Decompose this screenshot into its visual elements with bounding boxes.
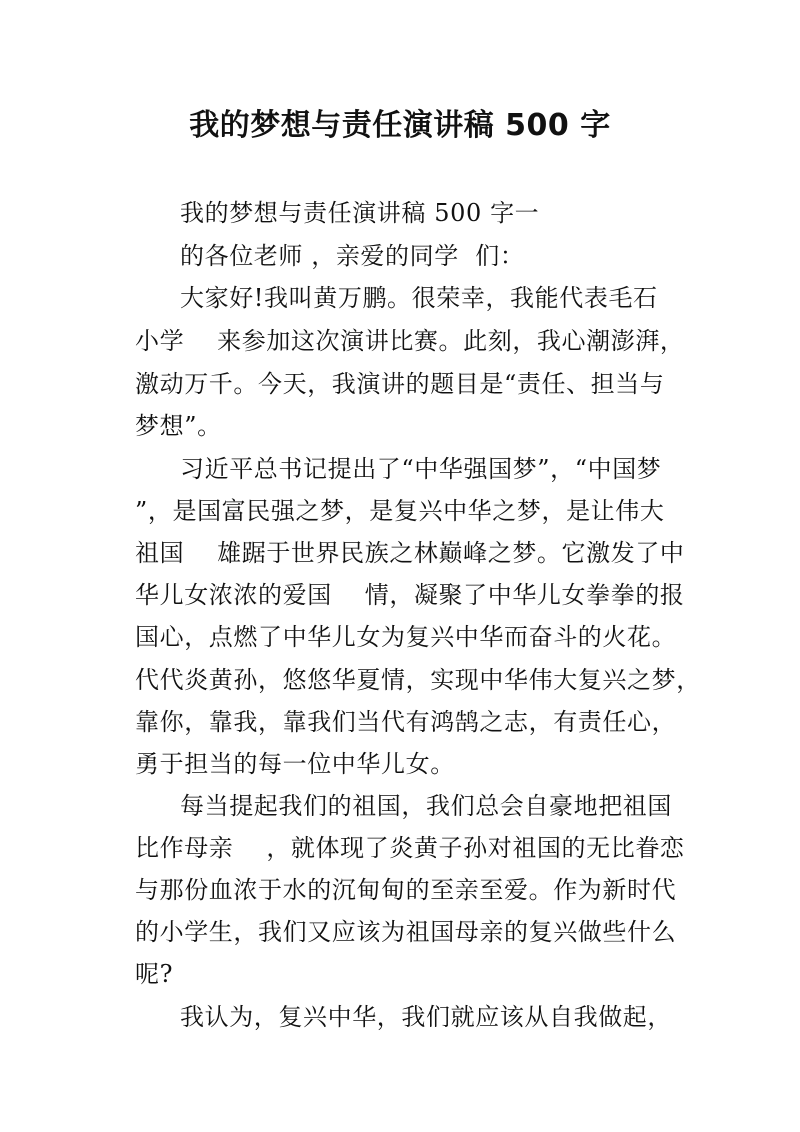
text-line: 呢? xyxy=(135,960,174,988)
text-line: 华儿女浓浓的爱国 情，凝聚了中华儿女拳拳的报 xyxy=(135,581,685,609)
text-line: 激动万千。今天，我演讲的题目是“责任、担当与 xyxy=(135,370,665,398)
text-line: 比作母亲 ，就体现了炎黄子孙对祖国的无比眷恋 xyxy=(135,834,685,862)
text-line: 我认为，复兴中华，我们就应该从自我做起， xyxy=(180,1003,672,1031)
text-line: 梦想”。 xyxy=(135,412,222,440)
text-line: 的小学生，我们又应该为祖国母亲的复兴做些什么 xyxy=(135,918,677,946)
text-line: 祖国 雄踞于世界民族之林巅峰之梦。它激发了中 xyxy=(135,539,685,567)
text-line: 我的梦想与责任演讲稿 500 字一 xyxy=(180,199,540,227)
text-line: ”，是国富民强之梦，是复兴中华之梦，是让伟大 xyxy=(135,497,665,525)
text-line: 与那份血浓于水的沉甸甸的至亲至爱。作为新时代 xyxy=(135,876,677,904)
text-line: 代代炎黄孙，悠悠华夏情，实现中华伟大复兴之梦， xyxy=(135,666,701,694)
text-line: 小学 来参加这次演讲比赛。此刻，我心潮澎湃， xyxy=(135,327,685,355)
text-line: 每当提起我们的祖国，我们总会自豪地把祖国 xyxy=(180,792,672,820)
text-line: 习近平总书记提出了“中华强国梦”，“中国梦 xyxy=(180,455,662,483)
text-line: 勇于担当的每一位中华儿女。 xyxy=(135,750,455,778)
text-line: 国心，点燃了中华儿女为复兴中华而奋斗的火花。 xyxy=(135,623,677,651)
text-line: 大家好!我叫黄万鹏。很荣幸，我能代表毛石 xyxy=(180,284,658,312)
text-line: 靠你，靠我，靠我们当代有鸿鹄之志，有责任心， xyxy=(135,708,677,736)
text-line: 的各位老师 ，亲爱的同学 们： xyxy=(180,242,525,270)
document-title: 我的梦想与责任演讲稿 500 字 xyxy=(189,108,611,143)
